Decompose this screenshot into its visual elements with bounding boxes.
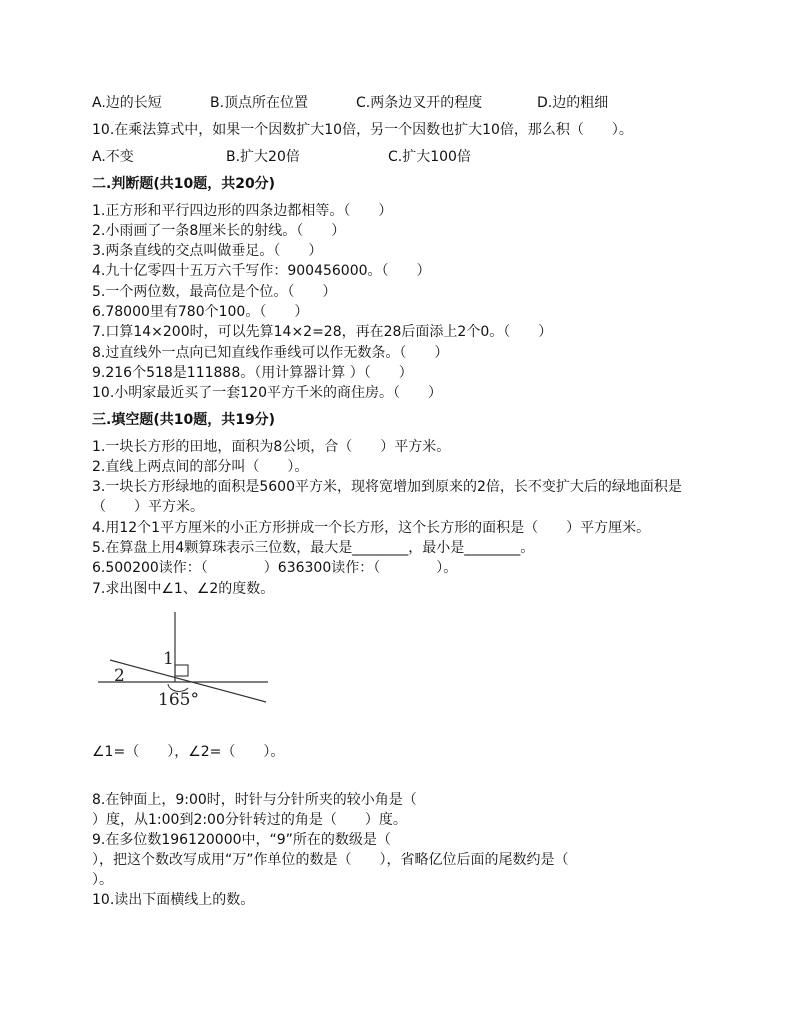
s2-item-5: 5.一个两位数，最高位是个位。（ ）	[92, 284, 337, 300]
s3-item-8-line2: ）度，从1:00到2:00分针转过的角是（ ）度。	[92, 812, 407, 828]
q10-option-a: A.不变	[92, 149, 134, 165]
q9-option-a: A.边的长短	[92, 95, 162, 111]
s2-item-6: 6.78000里有780个100。（ ）	[92, 304, 309, 320]
angle-figure	[98, 612, 268, 712]
s2-item-2: 2.小雨画了一条8厘米长的射线。（ ）	[92, 223, 346, 239]
s3-item-9-line2: ），把这个数改写成用“万”作单位的数是（ ），省略亿位后面的尾数约是（	[92, 852, 569, 868]
q10-option-b: B.扩大20倍	[226, 149, 300, 165]
angle-label-2: 2	[114, 666, 125, 686]
q10-text: 10.在乘法算式中，如果一个因数扩大10倍，另一个因数也扩大10倍，那么积（ ）。	[92, 122, 633, 138]
s2-item-1: 1.正方形和平行四边形的四条边都相等。（ ）	[92, 203, 393, 219]
s3-item-9-line1: 9.在多位数196120000中，“9”所在的数级是（	[92, 832, 391, 848]
s2-item-4: 4.九十亿零四十五万六千写作：900456000。（ ）	[92, 263, 431, 279]
angle-diagram	[98, 612, 268, 712]
s3-item-7: 7.求出图中∠1、∠2的度数。	[92, 581, 275, 597]
angle-value-label: 165°	[158, 690, 199, 710]
s3-item-3: 3.一块长方形绿地的面积是5600平方米，现将宽增加到原来的2倍，长不变扩大后的绿地面积是（ ）平方米。	[92, 479, 682, 515]
s2-item-8: 8.过直线外一点向已知直线作垂线可以作无数条。（ ）	[92, 345, 449, 361]
s2-item-9: 9.216个518是111888。（用计算器计算 ）（ ）	[92, 365, 413, 381]
q9-option-b: B.顶点所在位置	[210, 95, 309, 111]
q9-option-c: C.两条边叉开的程度	[356, 95, 483, 111]
s3-item-5: 5.在算盘上用4颗算珠表示三位数，最大是________，最小是________。	[92, 540, 535, 556]
s2-item-3: 3.两条直线的交点叫做垂足。（ ）	[92, 243, 323, 259]
s3-item-2: 2.直线上两点间的部分叫（ ）。	[92, 459, 309, 475]
s3-item-10: 10.读出下面横线上的数。	[92, 892, 255, 908]
s3-item-8-line1: 8.在钟面上，9:00时，时针与分针所夹的较小角是（	[92, 792, 417, 808]
s2-item-7: 7.口算14×200时，可以先算14×2=28，再在28后面添上2个0。（ ）	[92, 324, 553, 340]
angle-label-1: 1	[163, 649, 174, 669]
section3-heading: 三.填空题(共10题，共19分)	[92, 412, 276, 428]
s2-item-10: 10.小明家最近买了一套120平方千米的商住房。（ ）	[92, 385, 442, 401]
s3-item-1: 1.一块长方形的田地，面积为8公顷，合（ ）平方米。	[92, 439, 451, 455]
right-angle-mark	[175, 665, 188, 676]
s3-item-4: 4.用12个1平方厘米的小正方形拼成一个长方形，这个长方形的面积是（ ）平方厘米。	[92, 520, 651, 536]
s3-answer-7: ∠1=（ ），∠2=（ ）。	[92, 744, 285, 760]
q9-option-d: D.边的粗细	[537, 95, 609, 111]
s3-item-9-line3: ）。	[92, 872, 113, 888]
section2-heading: 二.判断题(共10题，共20分)	[92, 176, 276, 192]
q10-option-c: C.扩大100倍	[388, 149, 471, 165]
s3-item-6: 6.500200读作：（ ）636300读作：（ ）。	[92, 560, 458, 576]
